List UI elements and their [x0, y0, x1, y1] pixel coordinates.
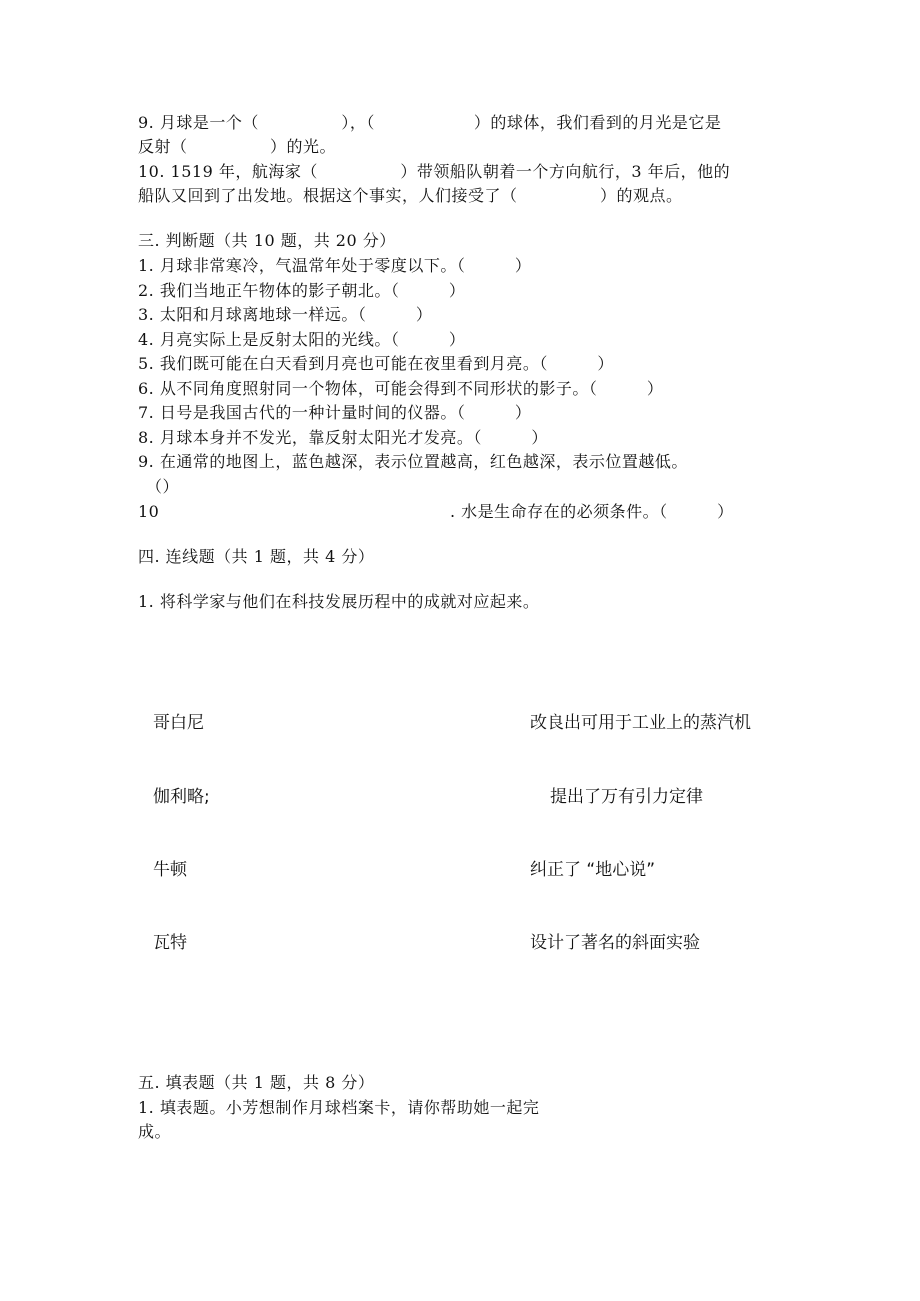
- judgment-item-10-text: . 水是生命存在的必须条件。（ ）: [450, 502, 734, 521]
- judgment-item-6: 6. 从不同角度照射同一个物体，可能会得到不同形状的影子。（ ）: [138, 379, 664, 398]
- q9-line-1: 9. 月球是一个（ ），（ ）的球体，我们看到的月光是它是: [138, 113, 722, 132]
- judgment-item-3: 3. 太阳和月球离地球一样远。（ ）: [138, 305, 433, 324]
- scientist-copernicus: 哥白尼: [153, 713, 204, 733]
- achievement-geocentric: 纠正了 “地心说”: [530, 860, 656, 880]
- q10-line-2: 船队又回到了出发地。根据这个事实，人们接受了（ ）的观点。: [138, 186, 683, 205]
- table-question-line-1: 1. 填表题。小芳想制作月球档案卡，请你帮助她一起完: [138, 1098, 540, 1117]
- judgment-item-1: 1. 月球非常寒冷，气温常年处于零度以下。（ ）: [138, 256, 532, 275]
- scientist-watt: 瓦特: [153, 933, 187, 953]
- judgment-item-5: 5. 我们既可能在白天看到月亮也可能在夜里看到月亮。（ ）: [138, 354, 614, 373]
- achievement-inclined-plane: 设计了著名的斜面实验: [530, 933, 700, 953]
- judgment-item-2: 2. 我们当地正午物体的影子朝北。（ ）: [138, 281, 466, 300]
- judgment-item-4: 4. 月亮实际上是反射太阳的光线。（ ）: [138, 330, 466, 349]
- scientist-galileo: 伽利略;: [153, 787, 210, 807]
- judgment-item-10-number: 10: [138, 502, 160, 521]
- matching-question: 1. 将科学家与他们在科技发展历程中的成就对应起来。: [138, 592, 540, 611]
- judgment-item-8: 8. 月球本身并不发光，靠反射太阳光才发亮。（ ）: [138, 428, 548, 447]
- scientist-newton: 牛顿: [153, 860, 187, 880]
- judgment-heading: 三. 判断题（共 10 题，共 20 分）: [138, 231, 396, 250]
- table-question-line-2: 成。: [138, 1122, 172, 1141]
- q10-line-1: 10. 1519 年，航海家（ ）带领船队朝着一个方向航行，3 年后，他的: [138, 162, 731, 181]
- achievement-steam-engine: 改良出可用于工业上的蒸汽机: [530, 713, 751, 733]
- judgment-item-9-blank: （）: [146, 477, 180, 496]
- q9-line-2: 反射（ ）的光。: [138, 137, 337, 156]
- achievement-gravitation: 提出了万有引力定律: [550, 787, 703, 807]
- matching-heading: 四. 连线题（共 1 题，共 4 分）: [138, 547, 375, 566]
- judgment-item-9: 9. 在通常的地图上，蓝色越深，表示位置越高，红色越深，表示位置越低。: [138, 452, 688, 471]
- judgment-item-7: 7. 日号是我国古代的一种计量时间的仪器。（ ）: [138, 403, 532, 422]
- table-section-heading: 五. 填表题（共 1 题，共 8 分）: [138, 1073, 375, 1092]
